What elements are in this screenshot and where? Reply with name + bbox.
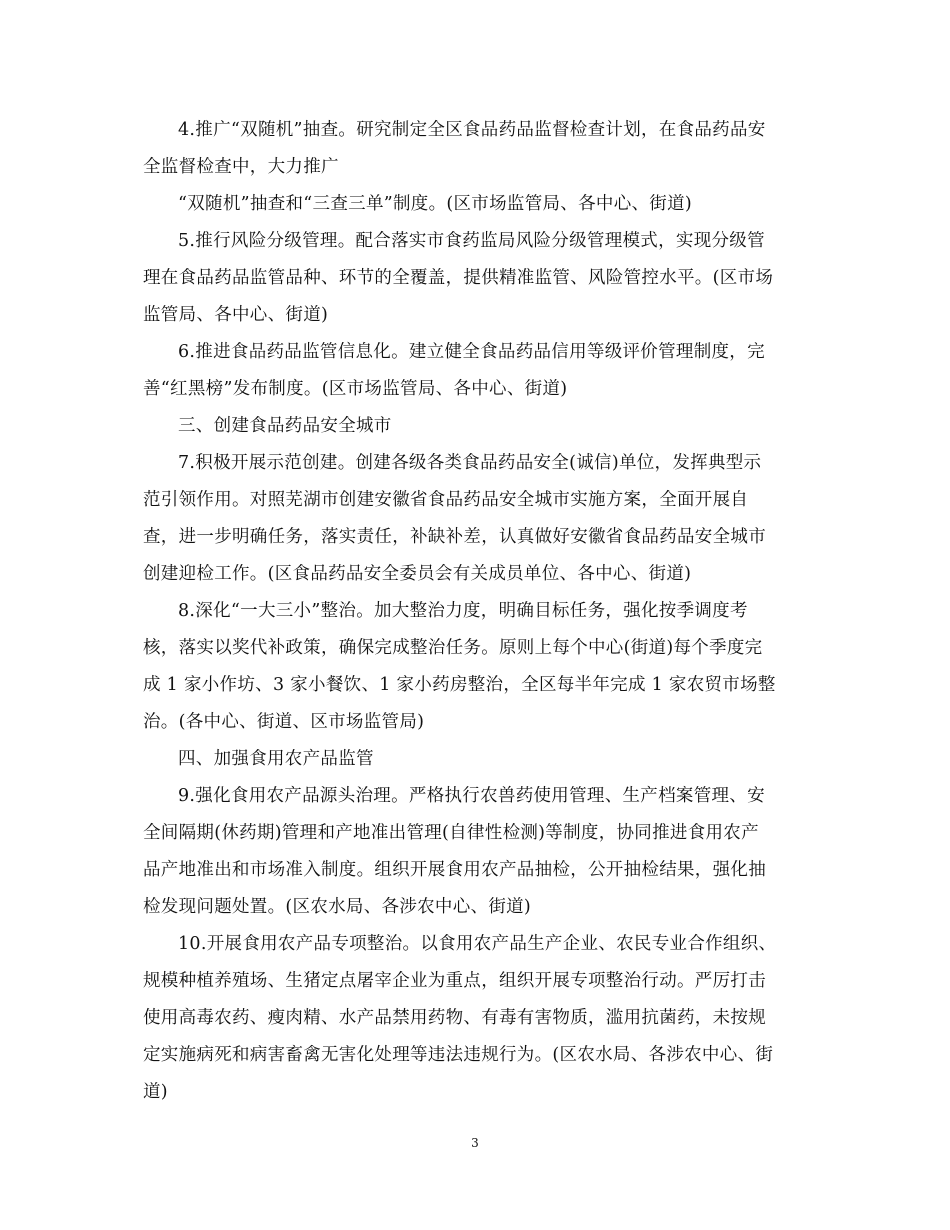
- page-number: 3: [471, 1136, 479, 1150]
- paragraph-5-line-2: 理在食品药品监管品种、环节的全覆盖，提供精准监管、风险管控水平。(区市场: [143, 268, 774, 288]
- paragraph-8-line-2: 核，落实以奖代补政策，确保完成整治任务。原则上每个中心(街道)每个季度完: [143, 638, 763, 658]
- paragraph-4-line-2: 全监督检查中，大力推广: [143, 157, 339, 177]
- paragraph-10-line-5: 道): [143, 1082, 168, 1102]
- paragraph-10-line-4: 定实施病死和病害畜禽无害化处理等违法违规行为。(区农水局、各涉农中心、街: [143, 1045, 774, 1065]
- section-heading-4: 四、加强食用农产品监管: [178, 749, 374, 769]
- paragraph-7-line-4: 创建迎检工作。(区食品药品安全委员会有关成员单位、各中心、街道): [143, 564, 692, 584]
- paragraph-7-line-3: 查，进一步明确任务，落实责任，补缺补差，认真做好安徽省食品药品安全城市: [143, 527, 766, 547]
- paragraph-5-line-1: 5.推行风险分级管理。配合落实市食药监局风险分级管理模式，实现分级管: [178, 231, 765, 251]
- paragraph-10-line-1: 10.开展食用农产品专项整治。以食用农产品生产企业、农民专业合作组织、: [178, 934, 777, 954]
- paragraph-4-line-1: 4.推广“双随机”抽查。研究制定全区食品药品监督检查计划，在食品药品安: [178, 120, 766, 140]
- paragraph-8-line-3: 成 1 家小作坊、3 家小餐饮、1 家小药房整治，全区每半年完成 1 家农贸市场整: [143, 675, 776, 695]
- paragraph-7-line-1: 7.积极开展示范创建。创建各级各类食品药品安全(诚信)单位，发挥典型示: [178, 453, 762, 473]
- paragraph-10-line-2: 规模种植养殖场、生猪定点屠宰企业为重点，组织开展专项整治行动。严厉打击: [143, 971, 766, 991]
- paragraph-8-line-1: 8.深化“一大三小”整治。加大整治力度，明确目标任务，强化按季调度考: [178, 601, 748, 621]
- paragraph-9-line-1: 9.强化食用农产品源头治理。严格执行农兽药使用管理、生产档案管理、安: [178, 786, 765, 806]
- paragraph-4-line-3: “双随机”抽查和“三查三单”制度。(区市场监管局、各中心、街道): [178, 194, 693, 214]
- paragraph-9-line-2: 全间隔期(休药期)管理和产地准出管理(自律性检测)等制度，协同推进食用农产: [143, 823, 759, 843]
- paragraph-7-line-2: 范引领作用。对照芜湖市创建安徽省食品药品安全城市实施方案，全面开展自: [143, 490, 749, 510]
- section-heading-3: 三、创建食品药品安全城市: [178, 416, 392, 436]
- paragraph-10-line-3: 使用高毒农药、瘦肉精、水产品禁用药物、有毒有害物质，滥用抗菌药，未按规: [143, 1008, 766, 1028]
- paragraph-5-line-3: 监管局、各中心、街道): [143, 305, 329, 325]
- paragraph-9-line-4: 检发现问题处置。(区农水局、各涉农中心、街道): [143, 897, 532, 917]
- paragraph-8-line-4: 治。(各中心、街道、区市场监管局): [143, 712, 425, 732]
- paragraph-9-line-3: 品产地准出和市场准入制度。组织开展食用农产品抽检，公开抽检结果，强化抽: [143, 860, 766, 880]
- paragraph-6-line-2: 善“红黑榜”发布制度。(区市场监管局、各中心、街道): [143, 379, 568, 399]
- paragraph-6-line-1: 6.推进食品药品监管信息化。建立健全食品药品信用等级评价管理制度，完: [178, 342, 765, 362]
